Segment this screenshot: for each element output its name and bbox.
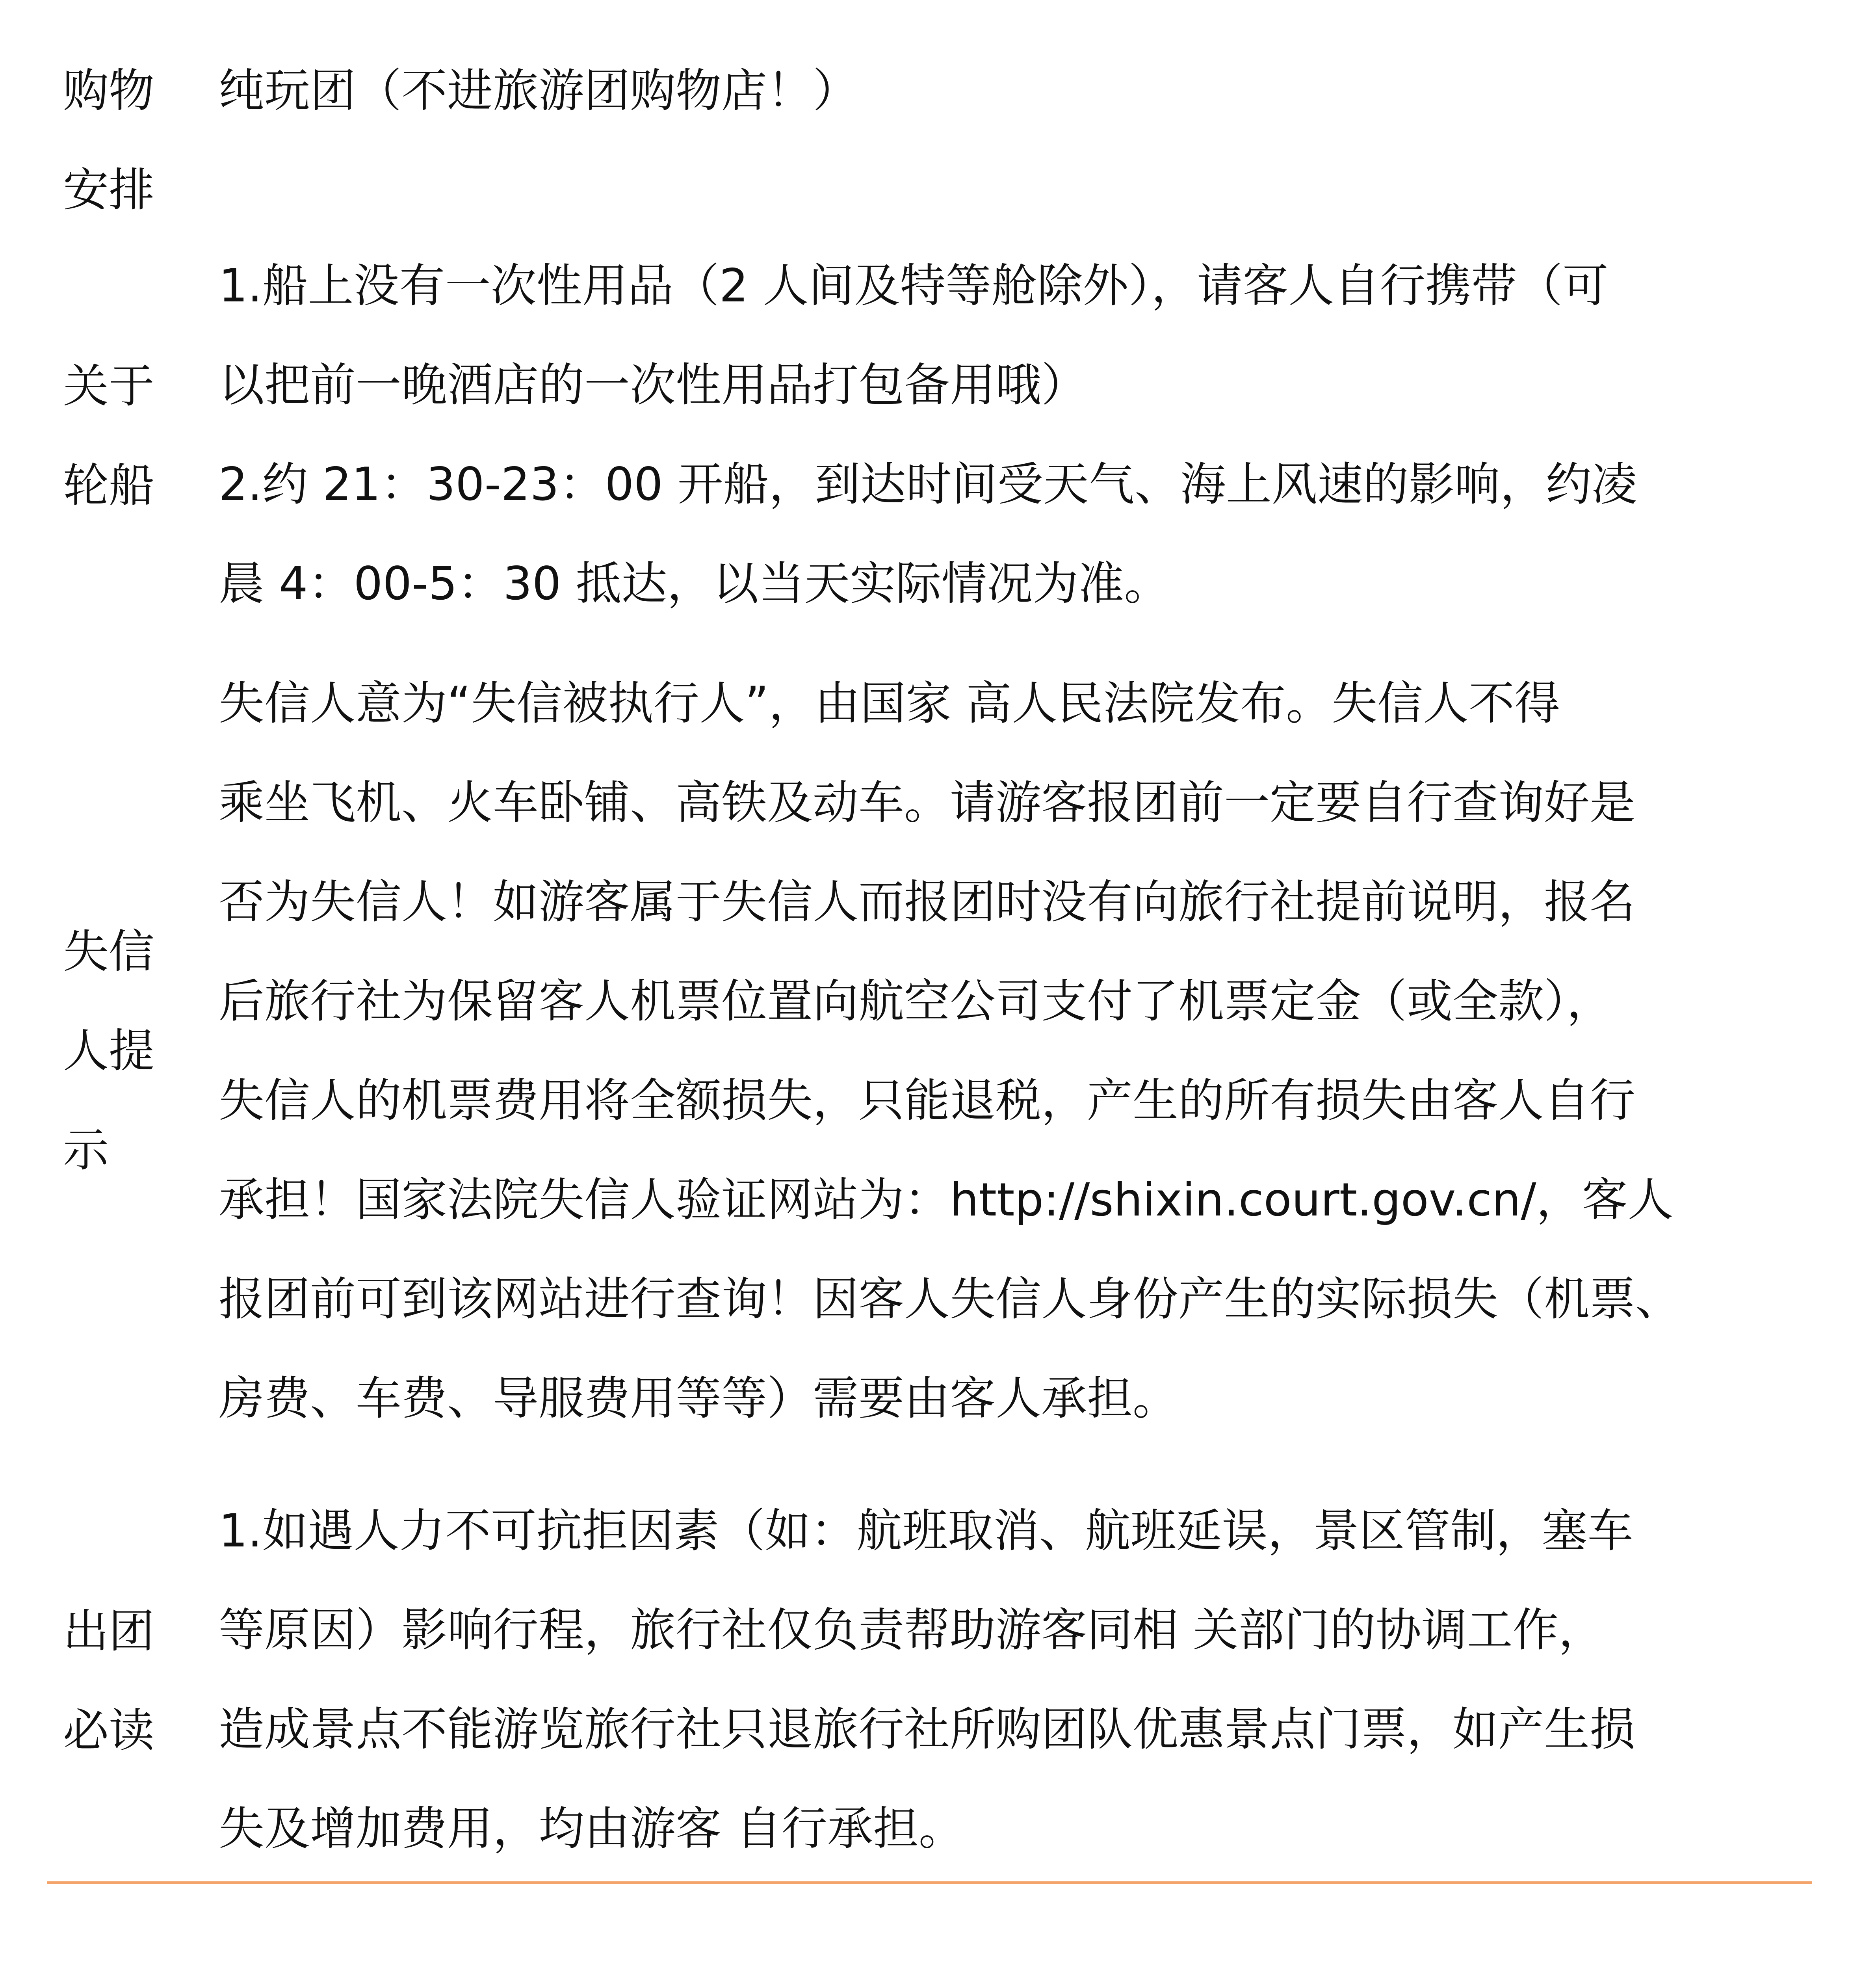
dishonest-content-line: 承担！国家法院失信人验证网站为：http://shixin.court.gov.cn/，客人: [219, 1173, 1674, 1227]
ship-label-line: 轮船: [63, 459, 154, 512]
departure-content-line: 1.如遇人力不可抗拒因素（如：航班取消、航班延误，景区管制，塞车: [219, 1504, 1633, 1557]
shopping-content: [219, 41, 1810, 141]
dishonest-content-line: 失信人的机票费用将全额损失，只能退税，产生的所有损失由客人自行: [219, 1074, 1635, 1127]
dishonest-section: [63, 654, 1812, 1454]
departure-content-line: 等原因）影响行程，旅行社仅负责帮助游客同相 关部门的协调工作，: [219, 1604, 1604, 1657]
dishonest-label: [63, 902, 181, 1200]
dishonest-label-line: 失信: [63, 925, 154, 978]
ship-content-line: 2.约 21：30-23：00 开船，到达时间受天气、海上风速的影响，约凌: [219, 458, 1637, 511]
shopping-label: [63, 41, 181, 240]
departure-label-line: 必读: [63, 1704, 154, 1757]
dishonest-label-line: 人提: [63, 1024, 154, 1078]
dishonest-content-line: 失信人意为“失信被执行人”，由国家 高人民法院发布。失信人不得: [219, 677, 1560, 730]
dishonest-content-line: 报团前可到该网站进行查询！因客人失信人身份产生的实际损失（机票、: [219, 1273, 1681, 1326]
ship-content-line: 晨 4：00-5：30 抵达，以当天实际情况为准。: [219, 557, 1170, 610]
departure-content: [219, 1481, 1810, 1879]
ship-content-line: 1.船上没有一次性用品（2 人间及特等舱除外），请客人自行携带（可: [219, 259, 1609, 312]
ship-content-line: 以把前一晚酒店的一次性用品打包备用哦）: [219, 359, 1087, 412]
departure-label-line: 出团: [63, 1605, 154, 1658]
ship-label: [63, 337, 181, 535]
shopping-section: [63, 41, 1812, 238]
ship-label-line: 关于: [63, 360, 154, 413]
ship-content: [219, 236, 1810, 634]
departure-content-line: 失及增加费用，均由游客 自行承担。: [219, 1802, 964, 1855]
ship-section: [63, 236, 1812, 634]
dishonest-content: [219, 654, 1810, 1448]
departure-label: [63, 1582, 181, 1780]
dishonest-content-line: 房费、车费、导服费用等等）需要由客人承担。: [219, 1372, 1178, 1425]
dishonest-content-line: 乘坐飞机、火车卧铺、高铁及动车。请游客报团前一定要自行查询好是: [219, 776, 1635, 829]
section-divider: [47, 1881, 1812, 1884]
shopping-label-line: 购物: [63, 64, 154, 117]
departure-section: [63, 1481, 1812, 1879]
departure-content-line: 造成景点不能游览旅行社只退旅行社所购团队优惠景点门票，如产生损: [219, 1703, 1635, 1756]
dishonest-content-line: 否为失信人！如游客属于失信人而报团时没有向旅行社提前说明，报名: [219, 875, 1635, 929]
shopping-label-line: 安排: [63, 164, 154, 217]
dishonest-label-line: 示: [63, 1124, 109, 1177]
dishonest-content-line: 后旅行社为保留客人机票位置向航空公司支付了机票定金（或全款），: [219, 975, 1612, 1028]
shopping-content-line: 纯玩团（不进旅游团购物店！）: [219, 64, 858, 117]
